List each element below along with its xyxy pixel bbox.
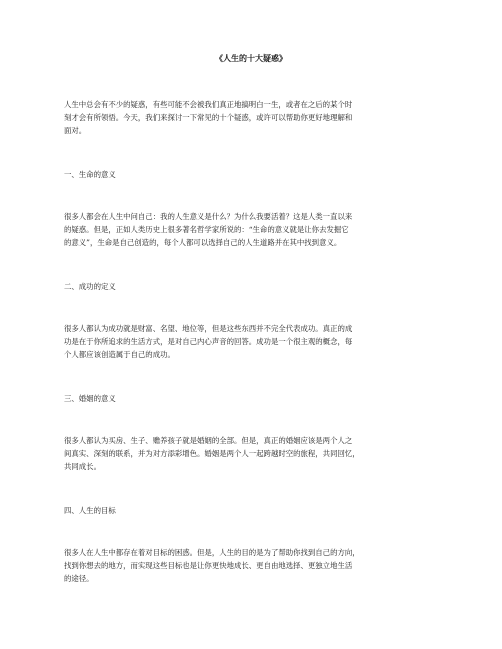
paragraph-line: 的途径。 [64,574,94,583]
paragraph-line: 很多人都认为成功就是财富、名望、地位等，但是这些东西并不完全代表成功。真正的成 [64,324,353,333]
paragraph-line: 的疑惑。但是，正如人类历史上很多著名哲学家所说的：“生命的意义就是让你去发掘它 [64,225,349,234]
paragraph-line: 很多人在人生中都存在着对目标的困惑。但是，人生的目的是为了帮助你找到自己的方向， [64,548,360,557]
intro-line: 面对。 [64,126,87,135]
paragraph-line: 找到你想去的地方，而实现这些目标也是让你更快地成长、更自由地选择、更独立地生活 [64,561,353,570]
paragraph-line: 个人都应该创造属于自己的成功。 [64,350,175,359]
paragraph-line: 很多人都认为买房、生子、赡养孩子就是婚姻的全部。但是，真正的婚姻应该是两个人之 [64,436,353,445]
paragraph-line: 的意义”，生命是自己创造的，每个人都可以选择自己的人生道路并在其中找到意义。 [64,238,342,247]
section-heading: 二、成功的定义 [64,282,116,291]
paragraph-line: 间真实、深刻的联系，并为对方添彩增色。婚姻是两个人一起跨越时空的旅程，共同回忆， [64,449,360,458]
intro-line: 刻才会有所领悟。今天，我们来探讨一下常见的十个疑惑，或许可以帮助你更好地理解和 [64,113,353,122]
section-heading: 一、生命的意义 [64,170,116,179]
paragraph-line: 功是在于你所追求的生活方式，是对自己内心声音的回答。成功是一个很主观的概念，每 [64,337,353,346]
paragraph-line: 共同成长。 [64,462,101,471]
section-heading: 三、婚姻的意义 [64,394,116,403]
section-heading: 四、人生的目标 [64,506,116,515]
paragraph-line: 很多人都会在人生中问自己：我的人生意义是什么？为什么我要活着？这是人类一直以来 [64,212,353,221]
document-title: 《人生的十大疑惑》 [215,53,287,63]
intro-line: 人生中总会有不少的疑惑，有些可能不会被我们真正地搞明白一生，或者在之后的某个时 [64,100,353,109]
